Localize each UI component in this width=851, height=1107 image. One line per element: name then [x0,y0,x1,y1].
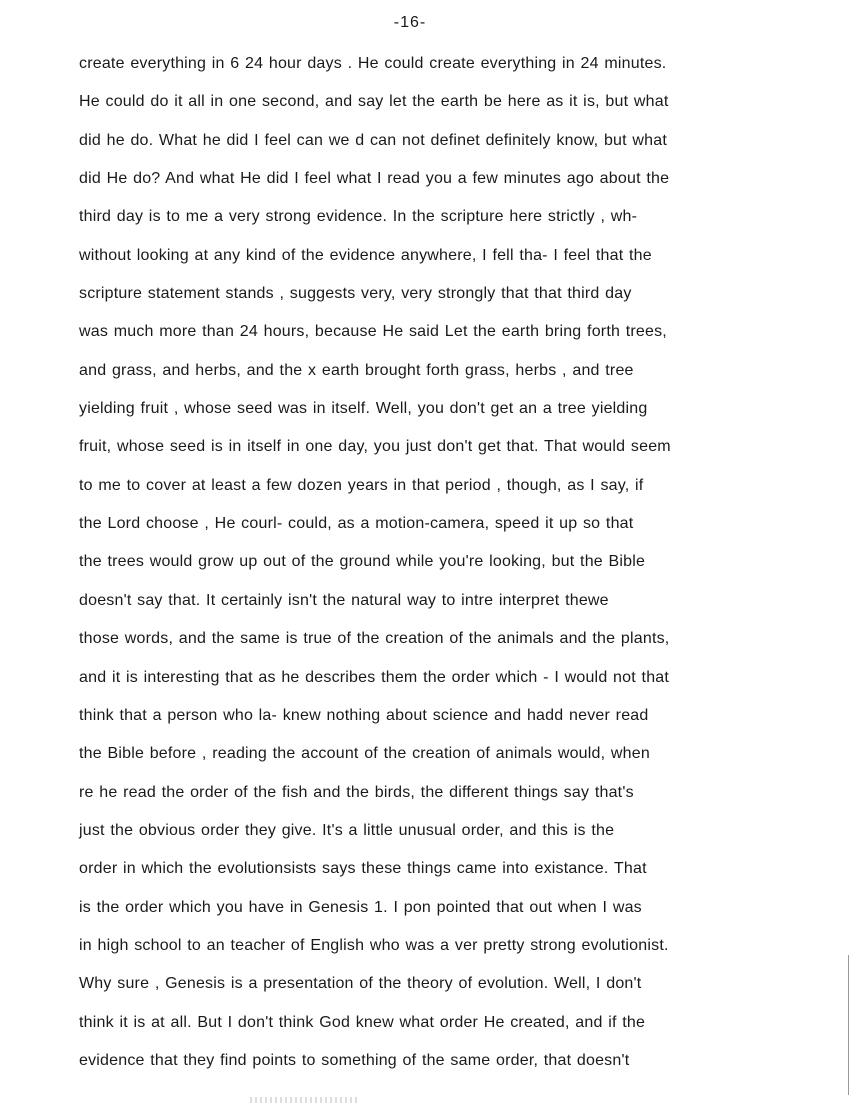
text-line: those words, and the same is true of the creation of the animals and the plants, [79,630,670,648]
text-line: yielding fruit , whose seed was in itself. Well, you don't get an a tree yielding [79,400,648,418]
text-line: the Bible before , reading the account of the creation of animals would, when [79,745,650,763]
text-line: in high school to an teacher of English who was a ver pretty strong evolutionist. [79,936,669,954]
text-line: and grass, and herbs, and the x earth brought forth grass, herbs , and tree [79,361,634,379]
text-line: did He do? And what He did I feel what I read you a few minutes ago about the [79,170,670,188]
text-line: He could do it all in one second, and say let the earth be here as it is, but what [79,93,669,111]
text-line: the Lord choose , He courl- could, as a motion-camera, speed it up so that [79,515,634,533]
text-line: did he do. What he did I feel can we d can not definet definitely know, but what [79,131,668,149]
text-line: to me to cover at least a few dozen years in that period , though, as I say, if [79,476,644,494]
text-line: just the obvious order they give. It's a little unusual order, and this is the [79,821,615,839]
text-line: was much more than 24 hours, because He said Let the earth bring forth trees, [79,323,667,341]
text-line: fruit, whose seed is in itself in one day, you just don't get that. That would seem [79,438,671,456]
text-line: without looking at any kind of the evidence anywhere, I fell tha- I feel that the [79,246,652,264]
text-line: think that a person who la- knew nothing about science and hadd never read [79,706,649,724]
text-line: think it is at all. But I don't think God knew what order He created, and if the [79,1013,646,1031]
body-text [79,52,839,1087]
text-line: re he read the order of the fish and the birds, the different things say that's [79,783,634,801]
page-number: -16- [393,14,427,31]
text-line: scripture statement stands , suggests very, very strongly that that third day [79,285,632,303]
scan-edge-mark [848,955,849,1095]
text-line: order in which the evolutionsists says these things came into existance. That [79,860,647,878]
text-line: Why sure , Genesis is a presentation of the theory of evolution. Well, I don't [79,975,642,993]
text-line: the trees would grow up out of the ground while you're looking, but the Bible [79,553,646,571]
text-line: doesn't say that. It certainly isn't the natural way to intre interpret thewe [79,591,609,609]
text-line: third day is to me a very strong evidence. In the scripture here strictly , wh- [79,208,638,226]
text-line: and it is interesting that as he describes them the order which - I would not that [79,668,670,686]
text-line: create everything in 6 24 hour days . He could create everything in 24 minutes. [79,55,667,72]
text-line: is the order which you have in Genesis 1. I pon pointed that out when I was [79,898,642,916]
scan-noise-mark [250,1097,360,1103]
text-line: evidence that they find points to something of the same order, that doesn't [79,1051,630,1069]
